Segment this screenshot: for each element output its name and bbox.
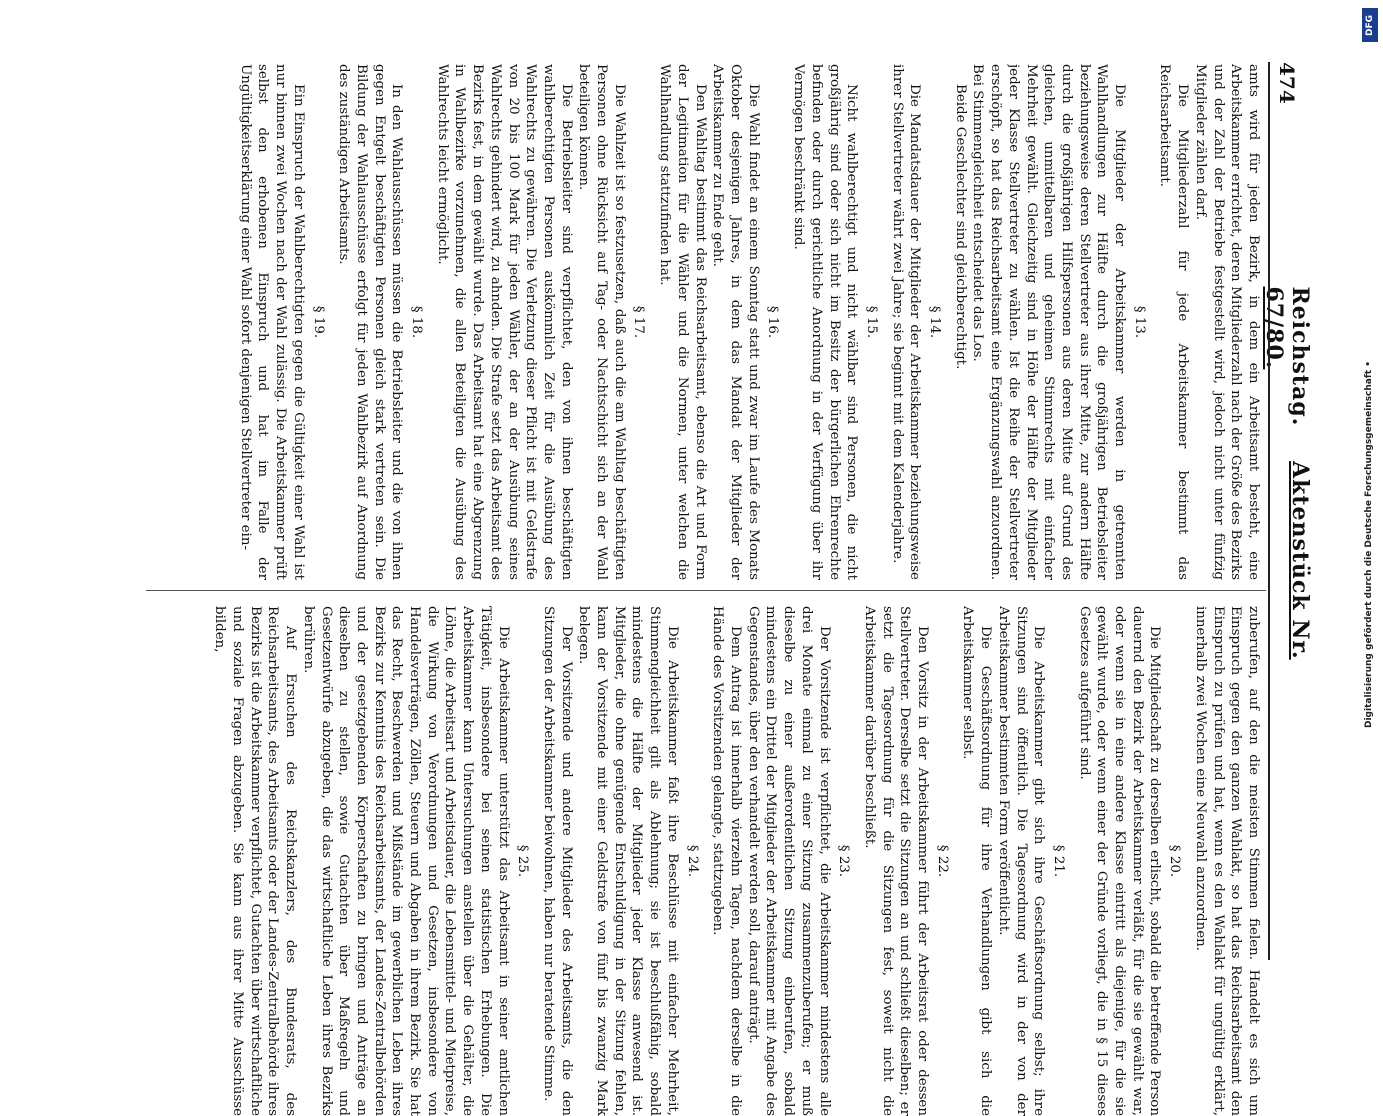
column-divider xyxy=(146,590,1266,591)
header-rule xyxy=(1268,62,1270,960)
paragraph: Dem Antrag ist innerhalb vierzehn Tagen, nachdem derselbe in die Hände des Vorsitzenden gelangte, stattzugeben. xyxy=(710,606,744,1116)
paragraph: In den Wahlausschüssen müssen die Betriebsleiter und die von ihnen gegen Entgelt beschäftigten Personen gleich stark vertreten sein. Die Bildung der Wahlausschüsse erfolgt für jeden Wahlbezirk auf Anordnung des zuständigen Arbeitsamts. xyxy=(336,64,405,580)
paragraph: Die Geschäftsordnung für ihre Verhandlungen gibt sich die Arbeitskammer selbst. xyxy=(960,606,994,1116)
running-title-document: Aktenstück Nr. 67/80. xyxy=(1261,286,1313,660)
paragraph: Die Arbeitskammer faßt ihre Beschlüsse mit einfacher Mehrheit, Stimmengleichheit gilt als Ablehnung; sie ist beschlußfähig, sobald mindestens die Hälfte der Mitglieder jeder Klasse anwesend ist. Mitglieder, die ohne genügende Entschuldigung in der Sitzung fehlen, kann der Vorsitzende mit einer Geldstrafe von fünf bis zwanzig Mark belegen. xyxy=(576,606,680,1116)
section-heading: § 16. xyxy=(765,305,781,339)
paragraph: Die Betriebsleiter sind verpflichtet, den von ihnen beschäftigten wahlberechtigten Personen auskömmlich Zeit für die Ausübung des Wahlrechts zu gewähren. Die Verletzung dieser Pflicht ist mit Geldstrafe von 20 bis 100 Mark für jeden Wähler, der an der Ausübung seines Wahlrechts gehindert wird, zu ahnden. Die Strafe setzt das Arbeitsamt des Bezirks fest, in dem gewählt wurde. Das Arbeitsamt hat eine Abgrenzung in Wahlbezirke vorzunehmen, die allen Beteiligten die Ausübung des Wahlrechts leicht ermöglicht. xyxy=(434,64,574,580)
paragraph: amts wird für jeden Bezirk, in dem ein Arbeitsamt besteht, eine Arbeitskammer errichtet, deren Mitgliederzahl nach der Größe des Bezirks und der Zahl der Betriebe festgestellt wird, jedoch nicht unter fünfzig Mitglieder zählen darf. xyxy=(1192,64,1261,580)
section-heading: § 20. xyxy=(1167,844,1183,878)
paragraph: Die Mitgliedschaft zu derselben erlischt, sobald die betreffende Person dauernd den Bezirk der Arbeitskammer verläßt, für die sie gewählt war, oder wenn sie in eine andere Klasse eintritt als diejenige, für die sie gewählt wurde, oder wenn einer der Gründe vorliegt, die in § 15 dieses Gesetzes aufgeführt sind. xyxy=(1076,606,1163,1116)
paragraph: Der Vorsitzende ist verpflichtet, die Arbeitskammer mindestens alle drei Monate einmal zu einer Sitzung zusammenzuberufen; er muß dieselbe zu einer außerordentlichen Sitzung einberufen, sobald mindestens ein Drittel der Mitglieder der Arbeitskammer mit Angabe des Gegenstandes, über den verhandelt werden soll, darauf anträgt. xyxy=(745,606,832,1116)
section-heading: § 19. xyxy=(310,305,326,339)
paragraph: Die Wahlzeit ist so festzusetzen, daß auch die am Wahltag beschäftigten Personen ohne Rücksicht auf Tag- oder Nachtschicht sich an der Wahl beteiligen können. xyxy=(576,64,627,580)
dfg-logo: DFG xyxy=(1362,8,1378,42)
credit-strip xyxy=(1362,8,1378,992)
page-number: 474 xyxy=(1275,62,1299,104)
paragraph: Die Arbeitskammer gibt sich ihre Geschäftsordnung selbst; ihre Sitzungen sind öffentlich. Die Tagesordnung wird in der von der Arbeitskammer bestimmten Form veröffentlicht. xyxy=(995,606,1047,1116)
paragraph: Die Arbeitskammer unterstützt das Arbeitsamt in seiner amtlichen Tätigkeit, insbesondere bei seinen statistischen Erhebungen. Die Arbeitskammer kann Untersuchungen anstellen über die Gehälter, die Löhne, die Arbeitsart und Arbeitsdauer, die Lebensmittel- und Mietpreise, die Wirkung von Verordnungen und Gesetzen, insbesondere von Handelsverträgen, Zöllen, Steuern und Abgaben in ihrem Bezirk. Sie hat das Recht, Beschwerden und Mißstände im gewerblichen Leben ihres Bezirks zur Kenntnis des Reichsarbeitsamts, der Landes-Zentralbehörden und der gesetzgebenden Körperschaften zu bringen und Anträge an dieselben zu stellen, sowie Gutachten über Maßregeln und Gesetzentwürfe abzugeben, die das wirtschaftliche Leben ihres Bezirks berühren. xyxy=(300,606,511,1116)
section-heading: § 18. xyxy=(409,305,425,339)
paragraph: Die Mandatsdauer der Mitglieder der Arbeitskammer beziehungsweise ihrer Stellvertreter währt zwei Jahre; sie beginnt mit dem Kalenderjahre. xyxy=(889,64,923,580)
left-column xyxy=(142,64,1262,580)
paragraph: Die Mitgliederzahl für jede Arbeitskammer bestimmt das Reichsarbeitsamt. xyxy=(1157,64,1191,580)
paragraph: Den Wahltag bestimmt das Reichsarbeitsamt, ebenso die Art und Form der Legitimation für die Wähler und die Normen, unter welchen die Wahlhandlung stattzufinden hat. xyxy=(657,64,708,580)
page-header xyxy=(1261,62,1313,960)
section-heading: § 25. xyxy=(515,844,531,878)
section-heading: § 14. xyxy=(927,305,943,339)
paragraph: Die Mitglieder der Arbeitskammer werden in getrennten Wahlhandlungen zur Hälfte durch die großjährigen Betriebsleiter beziehungsweise deren Stellvertreter aus ihrer Mitte, zur andern Hälfte durch die großjährigen Hilfspersonen aus deren Mitte auf Grund des gleichen, unmittelbaren und geheimen Stimmrechts mit einfacher Mehrheit gewählt. Gleichzeitig sind in Höhe der Hälfte der Mitglieder jeder Klasse Stellvertreter zu wählen. Ist die Reihe der Stellvertreter erschöpft, so hat das Reichsarbeitsamt eine Ergänzungswahl anzuordnen. Bei Stimmengleichheit entscheidet das Los. xyxy=(970,64,1128,580)
digitization-credit: Digitalisierung gefördert durch die Deutsche Forschungsgemeinschaft • xyxy=(1364,361,1374,728)
section-heading: § 22. xyxy=(934,844,950,878)
section-heading: § 17. xyxy=(631,305,647,339)
paragraph: Nicht wahlberechtigt und nicht wählbar sind Personen, die nicht großjährig sind oder sich nicht im Besitz der bürgerlichen Ehrenrechte befinden oder durch gerichtliche Anordnung in der Verfügung über ihr Vermögen beschränkt sind. xyxy=(791,64,860,580)
paragraph: zuberufen, auf den die meisten Stimmen fielen. Handelt es sich um Einspruch gegen den ganzen Wahlakt, so hat das Reichsarbeitsamt den Einspruch zu prüfen und hat, wenn es den Wahlakt für ungültig erklärt, innerhalb zwei Wochen eine Neuwahl anzuordnen. xyxy=(1192,606,1261,1116)
right-column xyxy=(142,606,1262,1116)
paragraph: Auf Ersuchen des Reichskanzlers, des Bundesrats, des Reichsarbeitsamts, des Arbeitsamts oder der Landes-Zentralbehörde ihres Bezirks ist die Arbeitskammer verpflichtet, Gutachten über wirtschaftliche und soziale Fragen abzugeben. Sie kann aus ihrer Mitte Ausschüsse bilden, xyxy=(212,606,299,1116)
section-heading: § 23. xyxy=(836,844,852,878)
paragraph: Beide Geschlechter sind gleichberechtigt. xyxy=(952,84,968,370)
paragraph: Den Vorsitz in der Arbeitskammer führt der Arbeitsrat oder dessen Stellvertreter. Derselbe setzt die Sitzungen an und schließt dieselben; er setzt die Tagesordnung für die Sitzungen fest, soweit nicht die Arbeitskammer darüber beschließt. xyxy=(861,606,931,1116)
document-page xyxy=(52,0,1362,1116)
section-heading: § 21. xyxy=(1050,844,1066,878)
section-heading: § 15. xyxy=(863,305,879,339)
paragraph: Ein Einspruch der Wahlberechtigten gegen die Gültigkeit einer Wahl ist nur binnen zwei Wochen nach der Wahl zulässig. Die Arbeitskammer prüft selbst den erhobenen Einspruch und hat im Falle der Ungültigkeitserklärung einer Wahl sofort denjenigen Stellvertreter ein- xyxy=(237,64,306,580)
paragraph: Die Wahl findet an einem Sonntag statt und zwar im Laufe des Monats Oktober desjenigen Jahres, in dem das Mandat der Mitglieder der Arbeitskammer zu Ende geht. xyxy=(710,64,761,580)
paragraph: Der Vorsitzende und andere Mitglieder des Arbeitsamts, die den Sitzungen der Arbeitskammer beiwohnen, haben nur beratende Stimme. xyxy=(540,606,574,1116)
running-title-reichstag: Reichstag. xyxy=(1287,286,1313,427)
section-heading: § 24. xyxy=(684,844,700,878)
section-heading: § 13. xyxy=(1131,305,1147,339)
